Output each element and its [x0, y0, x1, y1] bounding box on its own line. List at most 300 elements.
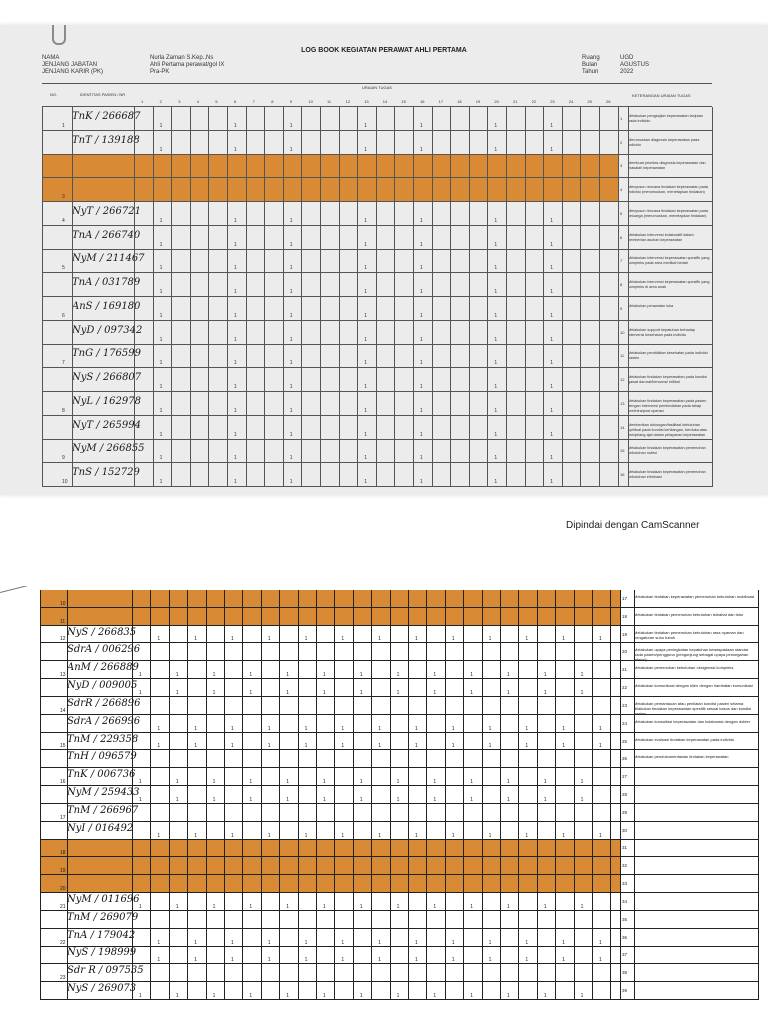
tally-mark: 1	[159, 384, 163, 390]
tally-mark: 1	[451, 725, 455, 732]
table-row	[40, 768, 620, 786]
table-row	[40, 733, 620, 751]
tally-mark: 1	[494, 265, 498, 272]
keterangan-text: Melakukan pemenuhan kebutuhan oksigenasi kompleks	[634, 665, 734, 671]
table-row	[42, 107, 618, 131]
tally-mark: 1	[420, 360, 423, 367]
tally-mark: 1	[415, 939, 418, 946]
keterangan-item	[620, 822, 758, 840]
value-tahun: 2022	[620, 69, 634, 75]
patient-id: TnT / 139188	[72, 134, 140, 146]
table-row	[40, 679, 620, 697]
patient-id: TnA / 031789	[72, 277, 141, 289]
day-number: 8	[271, 99, 274, 104]
tally-mark: 1	[159, 217, 163, 224]
grid-line	[445, 590, 446, 1000]
label-jenjang-karir: JENJANG KARIR (PK)	[42, 69, 104, 75]
keterangan-text: Melakukan tindakan keperawatan pemenuhan kebutuhan nutrisi	[628, 446, 706, 456]
value-bulan: AGUSTUS	[620, 62, 650, 68]
label-ruang: Ruang	[582, 55, 600, 61]
row-number: 1	[62, 122, 65, 129]
tally-mark: 1	[494, 407, 498, 414]
table-row	[40, 643, 620, 661]
table-row	[40, 715, 620, 733]
keterangan-item	[618, 297, 712, 321]
tally-mark: 1	[212, 779, 216, 786]
keterangan-text: Melakukan tindakan keperawatan pemenuhan kebutuhan eliminasi	[628, 470, 706, 480]
tally-mark: 1	[267, 939, 271, 946]
keterangan-number: 29	[622, 809, 628, 815]
tally-mark: 1	[364, 265, 367, 272]
tally-mark: 1	[194, 636, 197, 643]
grid-line	[134, 107, 135, 487]
tally-mark: 1	[249, 992, 253, 999]
tally-mark: 1	[415, 636, 418, 643]
day-number: 23	[550, 99, 555, 104]
tally-mark: 1	[289, 241, 293, 248]
tally-mark: 1	[494, 384, 498, 390]
keterangan-number: 26	[622, 756, 628, 762]
grid-line	[334, 590, 335, 1000]
tally-mark: 1	[267, 743, 271, 750]
keterangan-text: Memberikan dukungan/fasilitasi kebutuhan spiritual pada kondisi kehilangan, berduka atau menjelang ajal dalam pelayanan keperawatan	[628, 422, 708, 437]
grid-line	[432, 107, 433, 487]
tally-mark: 1	[157, 939, 161, 946]
tally-mark: 1	[420, 336, 423, 343]
tally-mark: 1	[507, 903, 510, 910]
keterangan-item	[620, 947, 758, 965]
grid-line	[153, 107, 154, 487]
patient-id: TnK / 266687	[72, 110, 141, 122]
keterangan-text: Melakukan intervensi kolaboratif dalam pemberian asuhan keperawatan	[628, 232, 694, 242]
tally-mark: 1	[580, 689, 584, 696]
tally-mark: 1	[451, 939, 455, 946]
row-number: 5	[62, 265, 65, 272]
table-row	[42, 250, 618, 274]
label-jenjang-jabatan: JENJANG JABATAN	[42, 62, 98, 68]
tally-mark: 1	[420, 217, 423, 224]
keterangan-text: Melakukan konsultasi keperawatan dan kolaborasi dengan dokter	[634, 718, 751, 724]
tally-mark: 1	[451, 743, 455, 750]
keterangan-text: Melakukan intervensi keperawatan spesifik yang kompleks di area anak	[628, 280, 710, 290]
table-row	[40, 947, 620, 965]
tally-mark: 1	[175, 796, 179, 803]
tally-mark: 1	[507, 779, 510, 786]
grid-line	[169, 590, 170, 1000]
tally-mark: 1	[249, 796, 253, 803]
grid-line	[580, 107, 581, 487]
keterangan-text: Melakukan pendidikan kesehatan pada individu pasien	[628, 351, 708, 361]
tally-mark: 1	[550, 146, 553, 153]
keterangan-number: 4	[620, 187, 623, 193]
tally-mark: 1	[599, 743, 602, 750]
day-number: 10	[308, 99, 313, 104]
day-number: 17	[438, 99, 444, 104]
grid-line	[261, 590, 262, 1000]
patient-id: TnM / 266967	[67, 804, 139, 816]
tally-mark: 1	[289, 407, 293, 414]
table-row	[42, 345, 618, 369]
grid-line	[408, 590, 409, 1000]
tally-mark: 1	[433, 796, 437, 803]
tally-mark: 1	[341, 725, 345, 732]
tally-mark: 1	[234, 479, 237, 485]
keterangan-number: 16	[620, 472, 625, 478]
tally-mark: 1	[364, 407, 367, 414]
row-number: 14	[60, 707, 66, 714]
day-number: 12	[345, 99, 351, 104]
keterangan-item	[620, 929, 758, 947]
col-no-header: NO.	[50, 92, 58, 97]
tally-mark: 1	[396, 689, 400, 696]
keterangan-number: 24	[622, 720, 628, 726]
grid-line	[187, 590, 188, 1000]
tally-mark: 1	[231, 636, 234, 643]
row-number: 22	[60, 939, 66, 946]
label-bulan: Bulan	[582, 62, 598, 68]
table-row	[40, 840, 620, 858]
grid-line	[413, 107, 414, 487]
keterangan-number: 13	[620, 400, 625, 406]
day-number: 22	[531, 99, 537, 104]
col-ket-header: KETERANGAN URAIAN TUGAS	[632, 93, 691, 98]
patient-id: TnS / 152729	[72, 467, 140, 479]
keterangan-number: 18	[622, 613, 628, 619]
grid-line	[72, 107, 73, 487]
keterangan-number: 30	[622, 827, 628, 833]
tally-mark: 1	[488, 832, 492, 839]
row-number: 20	[60, 886, 66, 893]
tally-mark: 1	[359, 672, 363, 679]
header-values	[150, 55, 224, 76]
label-nama: NAMA	[42, 55, 60, 61]
tally-mark: 1	[323, 796, 326, 803]
grid-line	[525, 107, 526, 487]
patient-id: TnH / 096579	[67, 751, 137, 763]
tally-mark: 1	[507, 796, 510, 803]
keterangan-number: 21	[622, 667, 628, 673]
tally-mark: 1	[234, 336, 237, 343]
tally-mark: 1	[289, 360, 293, 367]
grid-line	[618, 107, 619, 487]
tally-mark: 1	[157, 725, 161, 732]
tally-mark: 1	[304, 725, 308, 732]
keterangan-number: 33	[622, 881, 628, 887]
grid-line	[712, 107, 713, 487]
tally-mark: 1	[488, 743, 492, 750]
grid-line	[543, 107, 544, 487]
paper-edge	[0, 586, 39, 593]
tally-mark: 1	[286, 796, 289, 803]
grid-line	[469, 107, 470, 487]
tally-mark: 1	[194, 832, 197, 839]
tally-mark: 1	[341, 743, 345, 750]
tally-mark: 1	[433, 689, 437, 696]
row-number: 7	[62, 360, 65, 367]
tally-mark: 1	[543, 689, 547, 696]
keterangan-item	[620, 715, 758, 733]
tally-mark: 1	[451, 832, 455, 839]
tally-mark: 1	[451, 957, 455, 964]
tally-mark: 1	[175, 672, 179, 679]
tally-mark: 1	[599, 939, 602, 946]
patient-id: Sdr R / 097535	[67, 965, 144, 977]
tally-mark: 1	[420, 241, 423, 248]
tally-mark: 1	[364, 360, 367, 367]
table-row	[40, 626, 620, 644]
keterangan-number: 39	[622, 988, 628, 994]
tally-mark: 1	[494, 360, 498, 367]
tally-mark: 1	[286, 689, 289, 696]
keterangan-text: Melakukan tindakan keperawatan pada pasien dengan intervensi pembedahan pada tahap pre/intra/post operasi	[628, 398, 707, 413]
keterangan-item	[618, 155, 712, 179]
row-number: 11	[60, 618, 66, 625]
tally-mark: 1	[234, 312, 237, 319]
keterangan-item	[620, 643, 758, 661]
row-number: 17	[60, 814, 66, 821]
tally-mark: 1	[175, 903, 179, 910]
keterangan-number: 22	[622, 685, 628, 691]
day-number: 14	[382, 99, 388, 104]
tally-mark: 1	[139, 796, 142, 803]
tally-mark: 1	[433, 992, 437, 999]
keterangan-item	[620, 982, 758, 1000]
table-row	[40, 608, 620, 626]
keterangan-text: Melakukan evaluasi tindakan keperawatan pada individu	[634, 736, 735, 742]
tally-mark: 1	[420, 479, 423, 485]
grid-line	[555, 590, 556, 1000]
tally-mark: 1	[364, 431, 367, 438]
keterangan-text: Melakukan tindakan pemenuhan kebutuhan rasa nyaman dan pengaturan suhu tubuh	[634, 629, 744, 640]
tally-mark: 1	[234, 431, 237, 438]
keterangan-number: 10	[620, 329, 625, 335]
tally-mark: 1	[139, 672, 142, 679]
keterangan-item	[620, 857, 758, 875]
patient-id: NyM / 011696	[67, 893, 140, 905]
tally-mark: 1	[420, 312, 423, 319]
tally-mark: 1	[286, 672, 289, 679]
grid-line	[316, 590, 317, 1000]
grid-line	[353, 590, 354, 1000]
keterangan-number: 11	[620, 353, 625, 359]
tally-mark: 1	[289, 336, 293, 343]
table-row	[42, 440, 618, 464]
grid-line	[537, 590, 538, 1000]
keterangan-item	[620, 661, 758, 679]
keterangan-number: 25	[622, 738, 628, 744]
keterangan-item	[620, 875, 758, 893]
tally-mark: 1	[359, 689, 363, 696]
table-row	[42, 155, 618, 179]
tally-mark: 1	[231, 743, 234, 750]
tally-mark: 1	[231, 939, 234, 946]
day-number: 5	[215, 99, 218, 104]
keterangan-item	[618, 273, 712, 297]
tally-mark: 1	[249, 672, 253, 679]
tally-mark: 1	[249, 689, 253, 696]
keterangan-text: Melakukan upaya peningkatan kepatuhan kewaspadaan standar pada pasien/pengguna (pengunjung sebagai upaya pencegahan infeksi)	[634, 647, 749, 663]
tally-mark: 1	[231, 957, 234, 964]
tally-mark: 1	[378, 957, 381, 964]
tally-mark: 1	[175, 779, 179, 786]
tally-mark: 1	[364, 146, 367, 153]
tally-mark: 1	[364, 289, 367, 295]
keterangan-item	[618, 226, 712, 250]
tally-mark: 1	[550, 360, 553, 367]
tally-mark: 1	[194, 743, 197, 750]
keterangan-item	[618, 178, 712, 202]
logbook-table-2	[40, 590, 758, 1020]
table-row	[40, 929, 620, 947]
keterangan-number: 14	[620, 424, 625, 430]
keterangan-item	[618, 463, 712, 487]
row-number: 16	[60, 779, 66, 786]
tally-mark: 1	[562, 957, 565, 964]
patient-id: TnK / 006736	[67, 769, 136, 781]
tally-mark: 1	[359, 903, 363, 910]
tally-mark: 1	[289, 122, 293, 129]
tally-mark: 1	[364, 122, 367, 129]
tally-mark: 1	[550, 289, 553, 295]
tally-mark: 1	[580, 779, 584, 786]
tally-mark: 1	[159, 265, 163, 272]
table-row	[42, 368, 618, 392]
keterangan-number: 23	[622, 702, 628, 708]
keterangan-text: Melakukan komunikasi dengan klien dengan hambatan komunikasi	[634, 683, 753, 689]
tally-mark: 1	[234, 360, 237, 367]
grid-line	[206, 590, 207, 1000]
keterangan-number: 38	[622, 970, 628, 976]
grid-line	[371, 590, 372, 1000]
row-number: 19	[60, 868, 66, 875]
table-row	[42, 131, 618, 155]
header-right-values	[620, 55, 649, 76]
patient-id: SdrA / 266996	[67, 715, 141, 727]
tally-mark: 1	[249, 903, 253, 910]
tally-mark: 1	[323, 779, 326, 786]
grid-line	[500, 590, 501, 1000]
grid-line	[264, 107, 265, 487]
grid-line	[450, 107, 451, 487]
patient-id: SdrA / 006296	[67, 644, 141, 656]
row-number: 4	[62, 217, 65, 224]
keterangan-text: Melakukan pengkajian keperawatan lanjutan pada individu	[628, 113, 703, 123]
keterangan-item	[618, 368, 712, 392]
keterangan-item	[620, 804, 758, 822]
tally-mark: 1	[212, 796, 216, 803]
keterangan-item	[618, 392, 712, 416]
table-row	[40, 697, 620, 715]
col-id-header: IDENTITAS PASIEN / NR	[80, 92, 126, 97]
tally-mark: 1	[562, 743, 565, 750]
row-number: 12	[60, 636, 66, 643]
tally-mark: 1	[323, 672, 326, 679]
grid-line	[628, 107, 629, 487]
day-number: 6	[234, 99, 237, 104]
tally-mark: 1	[157, 636, 161, 643]
table-row	[42, 321, 618, 345]
day-number: 1	[141, 99, 144, 104]
tally-mark: 1	[289, 431, 293, 438]
tally-mark: 1	[494, 312, 498, 319]
tally-mark: 1	[175, 992, 179, 999]
tally-mark: 1	[378, 636, 381, 643]
day-number: 21	[513, 99, 518, 104]
keterangan-item	[618, 107, 712, 131]
row-number: 23	[60, 975, 66, 982]
tally-mark: 1	[234, 146, 237, 153]
tally-mark: 1	[289, 479, 293, 485]
value-jenjang-jabatan: Ahli Pertama perawat/gol IX	[150, 62, 225, 68]
patient-id: SdrR / 266896	[67, 697, 141, 709]
tally-mark: 1	[231, 832, 234, 839]
patient-id: NyM / 259433	[67, 786, 140, 798]
tally-mark: 1	[286, 992, 289, 999]
grid-line	[390, 590, 391, 1000]
keterangan-item	[620, 893, 758, 911]
tally-mark: 1	[157, 957, 161, 964]
tally-mark: 1	[194, 939, 197, 946]
keterangan-text: Menyusun rencana tindakan keperawatan pada keluarga (merumuskan, menetapkan tindakan)	[628, 208, 709, 218]
tally-mark: 1	[580, 903, 584, 910]
keterangan-item	[620, 750, 758, 768]
tally-mark: 1	[289, 289, 293, 295]
row-number: 8	[62, 407, 65, 414]
patient-id: TnA / 266740	[72, 229, 141, 241]
grid-line	[67, 590, 68, 1000]
grid-line	[592, 590, 593, 1000]
tally-mark: 1	[364, 455, 367, 462]
tally-mark: 1	[364, 384, 367, 390]
day-number: 4	[196, 99, 200, 104]
keterangan-text: Melakukan support kepatuhan terhadap intervensi kesehatan pada individu	[628, 327, 695, 337]
table-row	[40, 911, 620, 929]
tally-mark: 1	[599, 957, 602, 964]
keterangan-item	[620, 608, 758, 626]
tally-mark: 1	[341, 832, 345, 839]
tally-mark: 1	[507, 672, 510, 679]
tally-mark: 1	[289, 217, 293, 224]
patient-id: NyS / 198999	[67, 947, 137, 959]
tally-mark: 1	[433, 672, 437, 679]
grid-line	[506, 107, 507, 487]
row-number: 13	[60, 672, 66, 679]
table-row	[42, 416, 618, 440]
day-number: 19	[475, 99, 481, 104]
keterangan-text: Melakukan tindakan pemenuhan kebutuhan istirahat dan tidur	[634, 611, 744, 617]
grid-line	[301, 107, 302, 487]
keterangan-item	[620, 768, 758, 786]
patient-id: AnM / 266889	[67, 662, 139, 674]
grid-line	[224, 590, 225, 1000]
tally-mark: 1	[415, 725, 418, 732]
keterangan-item	[620, 840, 758, 858]
patient-id: NyL / 162978	[72, 395, 141, 407]
keterangan-text: Melakukan tindakan keperawatan pada kondisi gawat darurat/bencana/ kritikal	[628, 375, 707, 385]
keterangan-number: 32	[622, 863, 628, 869]
table-row	[40, 893, 620, 911]
table-row	[40, 661, 620, 679]
tally-mark: 1	[194, 957, 197, 964]
tally-mark: 1	[494, 431, 498, 438]
header-labels	[42, 55, 103, 76]
keterangan-text: Merumuskan diagnosis keperawatan pada individu	[628, 137, 700, 147]
grid-line	[132, 590, 133, 1000]
grid-line	[171, 107, 172, 487]
tally-mark: 1	[420, 146, 423, 153]
tally-mark: 1	[234, 407, 237, 414]
tally-mark: 1	[286, 779, 289, 786]
